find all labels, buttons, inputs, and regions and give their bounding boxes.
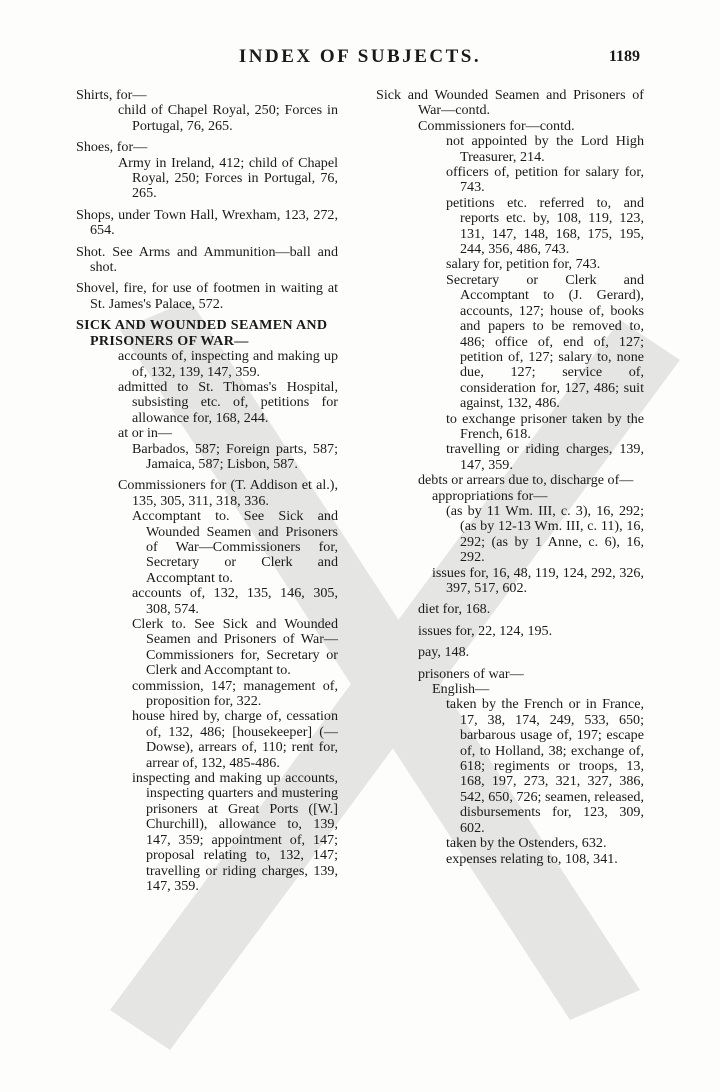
index-entry: Army in Ireland, 412; child of Chapel Royal, 250; Forces in Portugal, 76, 265. bbox=[118, 154, 338, 202]
index-entry: debts or arrears due to, discharge of— bbox=[418, 472, 634, 489]
index-entry: travelling or riding charges, 139, 147, 359. bbox=[446, 441, 644, 473]
index-entry: not appointed by the Lord High Treasurer, 214. bbox=[446, 133, 644, 165]
index-entry: Shot. See Arms and Ammunition—ball and shot. bbox=[76, 243, 338, 276]
index-entry: (as by 11 Wm. III, c. 3), 16, 292; (as by 12-13 Wm. III, c. 11), 16, 292; (as by 1 Anne, c. 6), 16, 292. bbox=[446, 502, 644, 566]
index-entry: Clerk to. See Sick and Wounded Seamen and Prisoners of War—Commissioners for, Secretary or Clerk and Accomptant to. bbox=[132, 616, 338, 679]
index-entry: admitted to St. Thomas's Hospital, subsisting etc. of, petitions for allowance for, 168, 244. bbox=[118, 378, 338, 426]
index-entry: Barbados, 587; Foreign parts, 587; Jamaica, 587; Lisbon, 587. bbox=[132, 440, 338, 472]
index-entry: officers of, petition for salary for, 743. bbox=[446, 164, 644, 196]
index-entry: to exchange prisoner taken by the French, 618. bbox=[446, 410, 644, 442]
index-column-left bbox=[76, 88, 338, 894]
index-entry: English— bbox=[432, 681, 490, 698]
index-entry: accounts of, 132, 135, 146, 305, 308, 574. bbox=[132, 585, 338, 617]
index-entry: taken by the Ostenders, 632. bbox=[446, 835, 607, 852]
index-entry: petitions etc. referred to, and reports etc. by, 108, 119, 123, 131, 147, 148, 168, 175, 195, 244, 356, 486, 743. bbox=[446, 194, 644, 258]
index-entry: pay, 148. bbox=[418, 644, 470, 661]
index-entry: expenses relating to, 108, 341. bbox=[446, 850, 618, 867]
index-entry: accounts of, inspecting and making up of, 132, 139, 147, 359. bbox=[118, 348, 338, 380]
index-entry: prisoners of war— bbox=[418, 665, 524, 682]
index-entry: Accomptant to. See Sick and Wounded Seamen and Prisoners of War—Commissioners for, Secretary or Clerk and Accomptant to. bbox=[132, 508, 338, 586]
index-column-right bbox=[376, 88, 644, 867]
index-entry: SICK AND WOUNDED SEAMEN AND PRISONERS OF WAR— bbox=[76, 317, 328, 349]
index-entry: appropriations for— bbox=[432, 487, 548, 504]
index-entry: Commissioners for—contd. bbox=[418, 117, 575, 134]
index-entry: Commissioners for (T. Addison et al.), 135, 305, 311, 318, 336. bbox=[118, 477, 338, 509]
page-header bbox=[0, 46, 720, 76]
index-entry: Shoes, for— bbox=[76, 139, 148, 156]
index-entry: Shops, under Town Hall, Wrexham, 123, 272, 654. bbox=[76, 206, 338, 239]
index-entry: inspecting and making up accounts, inspecting quarters and mustering prisoners at Great Ports ([W.] Churchill), allowance to, 139, 147, 359; appointment of, 147; proposal relating to, 132, 147; travelling or riding charges, 139, 147, 359. bbox=[132, 770, 338, 894]
index-entry: Secretary or Clerk and Accomptant to (J. Gerard), accounts, 127; house of, books and papers to be removed to, 486; office of, end of, 127; petition of, 127; salary to, none due, 127; service of, consideration for, 127, 486; suit against, 132, 486. bbox=[446, 271, 644, 412]
index-entry: at or in— bbox=[118, 425, 173, 442]
page-number: 1189 bbox=[608, 48, 640, 65]
index-entry: Sick and Wounded Seamen and Prisoners of War—contd. bbox=[376, 87, 644, 119]
index-entry: house hired by, charge of, cessation of, 132, 486; [housekeeper] (— Dowse), arrears of, 110; rent for, arrear of, 132, 485-486. bbox=[132, 708, 338, 771]
index-entry: salary for, petition for, 743. bbox=[446, 256, 601, 273]
index-entry: commission, 147; management of, proposition for, 322. bbox=[132, 677, 338, 710]
index-entry: taken by the French or in France, 17, 38, 174, 249, 533, 650; barbarous usage of, 197; escape of, to Holland, 38; exchange of, 618; regiments or troops, 13, 168, 197, 273, 321, 327, 386, 542, 650, 726; seamen, released, disbursements for, 123, 309, 602. bbox=[446, 696, 644, 836]
index-entry: Shovel, fire, for use of footmen in waiting at St. James's Palace, 572. bbox=[76, 280, 338, 312]
index-entry: Shirts, for— bbox=[76, 87, 147, 103]
index-entry: diet for, 168. bbox=[418, 601, 491, 618]
index-entry: child of Chapel Royal, 250; Forces in Portugal, 76, 265. bbox=[118, 102, 338, 134]
index-entry: issues for, 22, 124, 195. bbox=[418, 622, 553, 639]
index-entry: issues for, 16, 48, 119, 124, 292, 326, 397, 517, 602. bbox=[432, 564, 644, 596]
running-title: INDEX OF SUBJECTS. bbox=[238, 46, 482, 67]
